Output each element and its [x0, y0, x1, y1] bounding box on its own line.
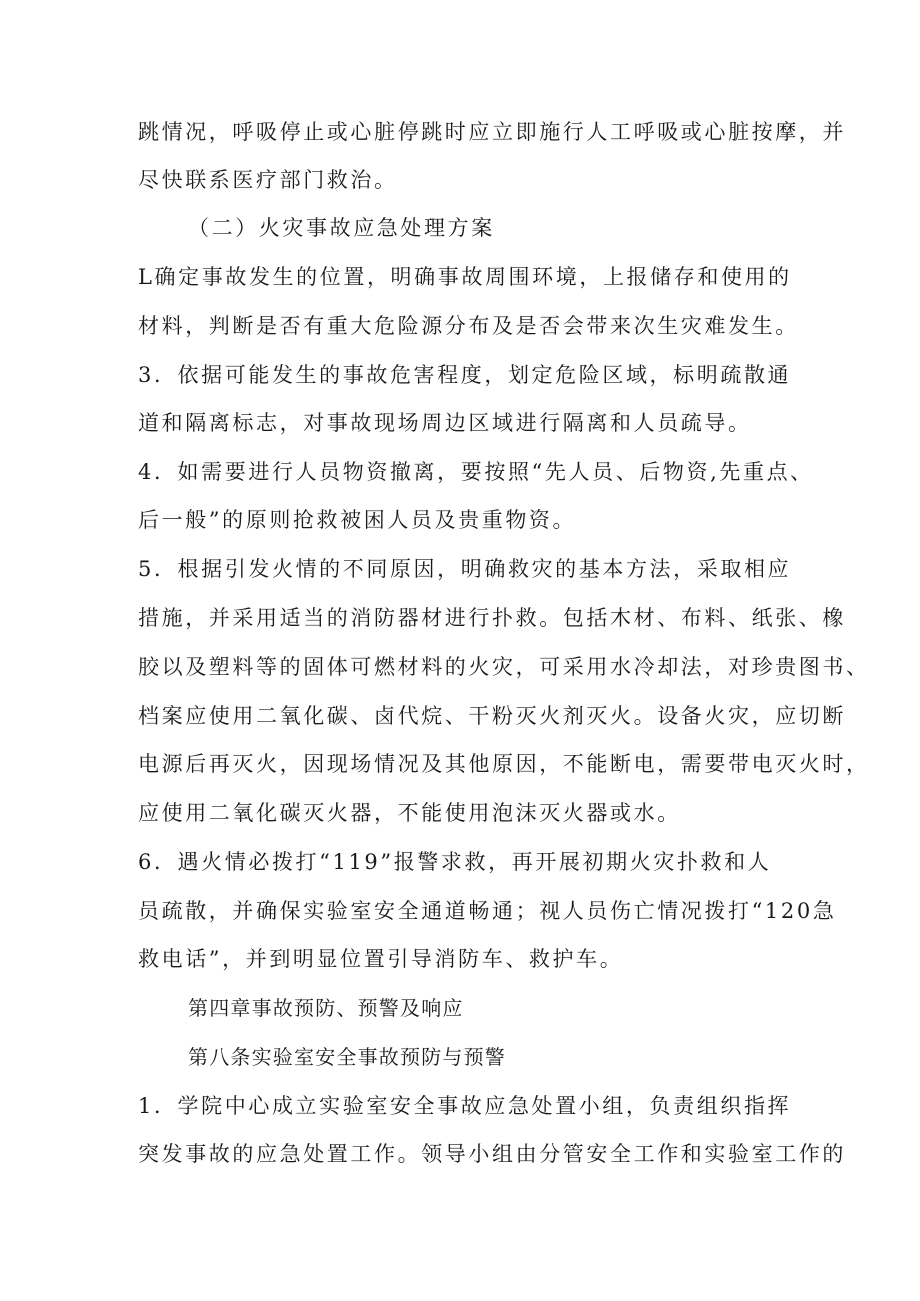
body-text-line: 应使用二氧化碳灭火器，不能使用泡沫灭火器或水。: [138, 801, 681, 825]
body-text-line: 后一般”的原则抢救被困人员及贵重物资。: [138, 508, 577, 532]
body-text-line: 道和隔离标志，对事故现场周边区域进行隔离和人员疏导。: [138, 411, 752, 435]
body-text-line: 档案应使用二氧化碳、卤代烷、干粉灭火剂灭火。设备火灾，应切断: [138, 704, 846, 728]
body-text-line: 跳情况，呼吸停止或心脏停跳时应立即施行人工呼吸或心脏按摩，并: [138, 120, 846, 144]
body-text-line: 材料，判断是否有重大危险源分布及是否会带来次生灾难发生。: [138, 314, 799, 338]
body-text-line: 6．遇火情必拨打“119”报警求救，再开展初期火灾扑救和人: [138, 850, 772, 874]
body-text-line: L确定事故发生的位置，明确事故周围环境，上报储存和使用的: [138, 265, 792, 289]
body-text-line: 5．根据引发火情的不同原因，明确救灾的基本方法，采取相应: [138, 557, 792, 581]
body-text-line: 3．依据可能发生的事故危害程度，划定危险区域，标明疏散通: [138, 363, 792, 387]
body-text-line: 4．如需要进行人员物资撤离，要按照“先人员、后物资,先重点、: [138, 460, 814, 484]
section-heading: （二）火灾事故应急处理方案: [188, 216, 495, 240]
body-text-line: 突发事故的应急处置工作。领导小组由分管安全工作和实验室工作的: [138, 1142, 846, 1166]
body-text-line: 救电话”，并到明显位置引导消防车、救护车。: [138, 947, 624, 971]
body-text-line: 电源后再灭火，因现场情况及其他原因，不能断电，需要带电灭火时，: [138, 752, 870, 776]
body-text-line: 胶以及塑料等的固体可燃材料的火灾，可采用水冷却法，对珍贵图书、: [138, 655, 870, 679]
chapter-heading: 第四章事故预防、预警及响应: [188, 996, 464, 1020]
body-text-line: 尽快联系医疗部门救治。: [138, 168, 398, 192]
article-heading: 第八条实验室安全事故预防与预警: [188, 1045, 506, 1069]
body-text-line: 措施，并采用适当的消防器材进行扑救。包括木材、布料、纸张、橡: [138, 606, 846, 630]
body-text-line: 1．学院中心成立实验室安全事故应急处置小组，负责组织指挥: [138, 1094, 792, 1118]
body-text-line: 员疏散，并确保实验室安全通道畅通；视人员伤亡情况拨打“120急: [138, 899, 837, 923]
